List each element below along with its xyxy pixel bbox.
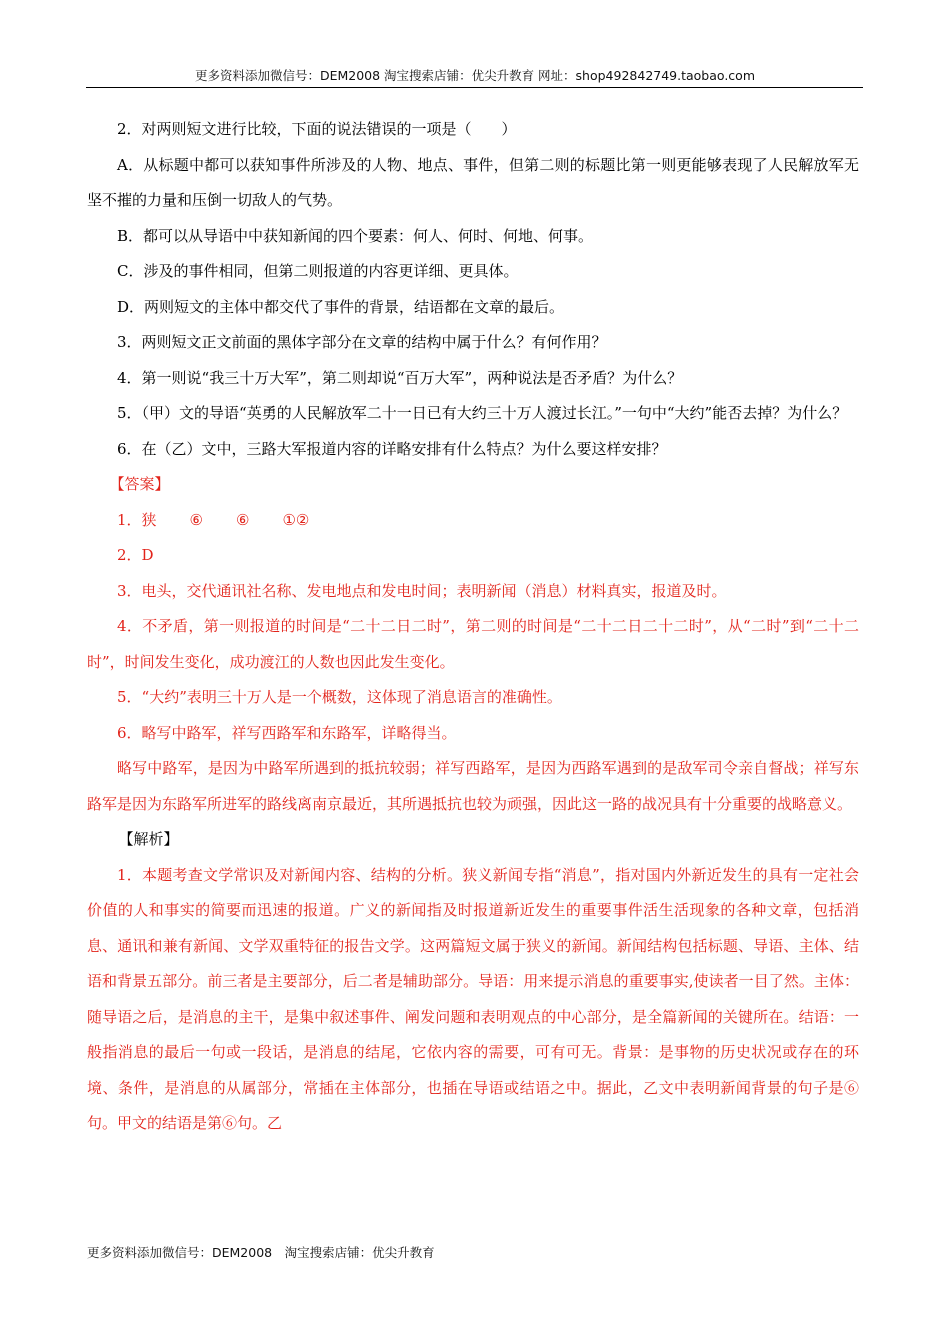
analysis-label: 【解析】 [118, 830, 179, 848]
question-5: 5．（甲）文的导语“英勇的人民解放军二十一日已有大约三十万人渡过长江。”一句中“大约”能否去掉？为什么？ [117, 404, 848, 422]
answer-1-b: ⑥ [189, 510, 203, 529]
analysis-paragraph-1: 1．本题考查文学常识及对新闻内容、结构的分析。狭义新闻专指“消息”，指对国内外新近发生的具有一定社会价值的人和事实的简要而迅速的报道。广义的新闻指及时报道新近发生的重要事件活生活现象的各种文章，包括消息、通讯和兼有新闻、文学双重特征的报告文学。这两篇短文属于狭义的新闻。新闻结构包括标题、导语、主体、结语和背景五部分。前三者是主要部分，后二者是辅助部分。导语：用来提示消息的重要事实,使读者一目了然。主体：随导语之后，是消息的主干，是集中叙述事件、阐发问题和表明观点的中心部分，是全篇新闻的关键所在。结语：一般指消息的最后一句或一段话，是消息的结尾，它依内容的需要，可有可无。背景：是事物的历史状况或存在的环境、条件，是消息的从属部分，常插在主体部分，也插在导语或结语之中。据此，乙文中表明新闻背景的句子是⑥句。甲文的结语是第⑥句。乙 [87, 865, 859, 1132]
question-4: 4．第一则说“我三十万大军”，第二则却说“百万大军”，两种说法是否矛盾？为什么？ [117, 368, 683, 387]
answer-2: 2．D [117, 546, 154, 564]
answer-4: 4．不矛盾，第一则报道的时间是“二十二日二时”，第二则的时间是“二十二日二十二时”，从“二时”到“二十二时”，时间发生变化，成功渡江的人数也因此发生变化。 [87, 617, 859, 671]
answer-6: 6．略写中路军，祥写西路军和东路军，详略得当。 [117, 723, 457, 742]
answer-6-detail: 略写中路军，是因为中路军所遇到的抵抗较弱；祥写西路军，是因为西路军遇到的是敌军司令亲自督战；祥写东路军是因为东路军所进军的路线离南京最近，其所遇抵抗也较为顽强，因此这一路的战况具有十分重要的战略意义。 [87, 759, 859, 813]
answer-1 [87, 503, 859, 539]
answer-1-c: ⑥ [236, 510, 250, 529]
answer-1-d: ①② [282, 510, 310, 529]
answer-1-num: 1．狭 [117, 510, 157, 529]
question-2-option-b: B．都可以从导语中中获知新闻的四个要素：何人、何时、何地、何事。 [117, 226, 594, 245]
document-body [87, 112, 859, 1142]
question-3: 3．两则短文正文前面的黑体字部分在文章的结构中属于什么？有何作用？ [117, 333, 607, 351]
page-header: 更多资料添加微信号：DEM2008 淘宝搜索店铺：优尖升教育 网址：shop492842749.taobao.com [194, 68, 756, 83]
answer-label: 【答案】 [109, 475, 170, 493]
question-2-option-c: C．涉及的事件相同，但第二则报道的内容更详细、更具体。 [117, 262, 519, 280]
page-footer: 更多资料添加微信号：DEM2008 淘宝搜索店铺：优尖升教育 [87, 1245, 435, 1260]
answer-3: 3．电头，交代通讯社名称、发电地点和发电时间；表明新闻（消息）材料真实，报道及时。 [117, 581, 727, 600]
question-6: 6．在（乙）文中，三路大军报道内容的详略安排有什么特点？为什么要这样安排？ [117, 439, 667, 458]
question-2: 2．对两则短文进行比较，下面的说法错误的一项是（ ） [117, 120, 517, 138]
header-divider [86, 87, 863, 88]
answer-5: 5．“大约”表明三十万人是一个概数，这体现了消息语言的准确性。 [117, 688, 562, 706]
question-2-option-d: D．两则短文的主体中都交代了事件的背景，结语都在文章的最后。 [117, 297, 565, 316]
question-2-option-a: A．从标题中都可以获知事件所涉及的人物、地点、事件，但第二则的标题比第一则更能够表现了人民解放军无坚不摧的力量和压倒一切敌人的气势。 [87, 155, 859, 209]
